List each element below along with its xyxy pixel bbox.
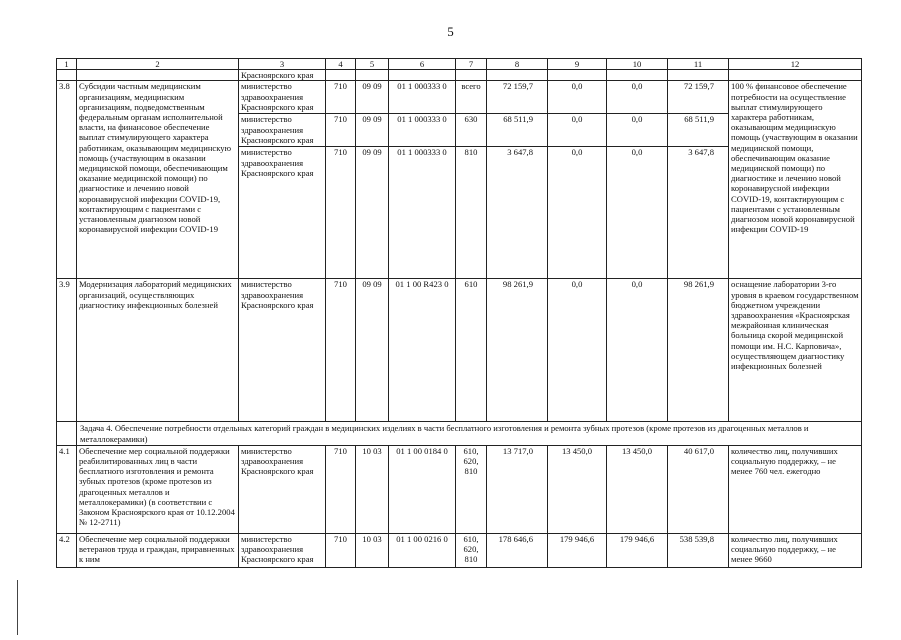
cell-year2: 0,0 <box>548 147 607 279</box>
col-number: 11 <box>668 59 729 70</box>
header-row <box>57 59 862 70</box>
col-number: 7 <box>456 59 487 70</box>
table-row <box>57 279 862 422</box>
cell-csr: 01 1 00 0216 0 <box>389 533 456 567</box>
cell-total: 98 261,9 <box>668 279 729 422</box>
margin-line <box>17 580 18 635</box>
cell-csr: 01 1 000333 0 <box>389 114 456 147</box>
cell-vr: 610, 620, 810 <box>456 533 487 567</box>
cell-year1: 13 717,0 <box>487 445 548 533</box>
cell-rzpr: 10 03 <box>356 445 389 533</box>
cell-vr: 630 <box>456 114 487 147</box>
cell-grbs: 710 <box>326 279 356 422</box>
cell-year2: 0,0 <box>548 114 607 147</box>
table-row <box>57 533 862 567</box>
cell-year3: 0,0 <box>607 279 668 422</box>
cell-vr: 610, 620, 810 <box>456 445 487 533</box>
cell-total: 538 539,8 <box>668 533 729 567</box>
col-number: 9 <box>548 59 607 70</box>
cell-total: 40 617,0 <box>668 445 729 533</box>
row-ministry: министерство здравоохранения Красноярского края <box>239 114 326 147</box>
cell-csr: 01 1 000333 0 <box>389 81 456 114</box>
row-number: 4.1 <box>57 445 77 533</box>
table-row <box>57 445 862 533</box>
cell-year1: 3 647,8 <box>487 147 548 279</box>
row-number: 3.8 <box>57 81 77 279</box>
row-name: Модернизация лабораторий медицинских организаций, осуществляющих диагностику инфекционных болезней <box>77 279 239 422</box>
row-name: Обеспечение мер социальной поддержки ветеранов труда и граждан, приравненных к ним <box>77 533 239 567</box>
cell-rzpr: 09 09 <box>356 114 389 147</box>
cell-rzpr: 10 03 <box>356 533 389 567</box>
cell-year1: 68 511,9 <box>487 114 548 147</box>
cell-year2: 179 946,6 <box>548 533 607 567</box>
cell-grbs: 710 <box>326 533 356 567</box>
cell-vr: 810 <box>456 147 487 279</box>
continuation-row <box>57 70 862 81</box>
col-number: 8 <box>487 59 548 70</box>
cell-year1: 72 159,7 <box>487 81 548 114</box>
table-row <box>57 81 862 114</box>
row-ministry: министерство здравоохранения Красноярского края <box>239 81 326 114</box>
cell-year3: 179 946,6 <box>607 533 668 567</box>
cell-year3: 0,0 <box>607 81 668 114</box>
cell-rzpr: 09 09 <box>356 81 389 114</box>
cell-year1: 98 261,9 <box>487 279 548 422</box>
continuation-text: Красноярского края <box>239 70 326 81</box>
cell-vr: 610 <box>456 279 487 422</box>
cell-rzpr: 09 09 <box>356 147 389 279</box>
row-ministry: министерство здравоохранения Красноярского края <box>239 279 326 422</box>
col-number: 5 <box>356 59 389 70</box>
row-name: Субсидии частным медицинским организациям, медицинским организациям, подведомственным федеральным органам исполнительной власти, на финансовое обеспечение выплат стимулирующего характера работникам, оказывающим медицинскую помощь (участвующим в оказании медицинской помощи, обеспечивающим оказание медицинской помощи) по диагностике и лечению новой коронавирусной инфекции COVID-19, контактирующим с пациентами с установленным диагнозом новой коронавирусной инфекции COVID-19 <box>77 81 239 279</box>
budget-table <box>56 58 862 568</box>
page-number: 5 <box>447 24 454 39</box>
col-number: 3 <box>239 59 326 70</box>
cell-csr: 01 1 000333 0 <box>389 147 456 279</box>
cell-year3: 0,0 <box>607 114 668 147</box>
cell-total: 3 647,8 <box>668 147 729 279</box>
row-ministry: министерство здравоохранения Красноярского края <box>239 533 326 567</box>
cell-total: 68 511,9 <box>668 114 729 147</box>
row-ministry: министерство здравоохранения Красноярского края <box>239 445 326 533</box>
cell-grbs: 710 <box>326 147 356 279</box>
col-number: 4 <box>326 59 356 70</box>
task-heading: Задача 4. Обеспечение потребности отдельных категорий граждан в медицинских изделиях в части бесплатного изготовления и ремонта зубных протезов (кроме протезов из драгоценных металлов и металлокерамики) <box>77 422 862 445</box>
cell-grbs: 710 <box>326 81 356 114</box>
col-number: 1 <box>57 59 77 70</box>
cell-total: 72 159,7 <box>668 81 729 114</box>
row-number: 3.9 <box>57 279 77 422</box>
col-number: 10 <box>607 59 668 70</box>
cell-year2: 0,0 <box>548 279 607 422</box>
cell-grbs: 710 <box>326 114 356 147</box>
cell-csr: 01 1 00 R423 0 <box>389 279 456 422</box>
cell-year3: 13 450,0 <box>607 445 668 533</box>
cell-vr: всего <box>456 81 487 114</box>
cell-rzpr: 09 09 <box>356 279 389 422</box>
task-heading-row <box>57 422 862 445</box>
cell-year2: 13 450,0 <box>548 445 607 533</box>
cell-grbs: 710 <box>326 445 356 533</box>
cell-year1: 178 646,6 <box>487 533 548 567</box>
cell-year3: 0,0 <box>607 147 668 279</box>
row-name: Обеспечение мер социальной поддержки реабилитированных лиц в части бесплатного изготовления и ремонта зубных протезов (кроме протезов из драгоценных металлов и металлокерамики) (в соответствии с Законом Красноярского края от 10.12.2004 № 12-2711) <box>77 445 239 533</box>
row-result: оснащение лаборатории 3-го уровня в краевом государственном бюджетном учреждении здравоохранения «Красноярская межрайонная клиническая больница скорой медицинской помощи им. Н.С. Карповича», осуществляющем диагностику инфекционных болезней <box>729 279 862 422</box>
col-number: 2 <box>77 59 239 70</box>
cell-year2: 0,0 <box>548 81 607 114</box>
row-number: 4.2 <box>57 533 77 567</box>
col-number: 12 <box>729 59 862 70</box>
cell-csr: 01 1 00 0184 0 <box>389 445 456 533</box>
row-ministry: министерство здравоохранения Красноярского края <box>239 147 326 279</box>
row-result: количество лиц, получивших социальную поддержку, – не менее 9660 <box>729 533 862 567</box>
row-result: 100 % финансовое обеспечение потребности на осуществление выплат стимулирующего характера работникам, оказывающим медицинскую помощь (участвующим в оказании медицинской помощи, обеспечивающим оказание медицинской помощи) по диагностике и лечению новой коронавирусной инфекции COVID-19, контактирующим с пациентами с установленным диагнозом новой коронавирусной инфекции COVID-19 <box>729 81 862 279</box>
row-result: количество лиц, получивших социальную поддержку, – не менее 760 чел. ежегодно <box>729 445 862 533</box>
col-number: 6 <box>389 59 456 70</box>
